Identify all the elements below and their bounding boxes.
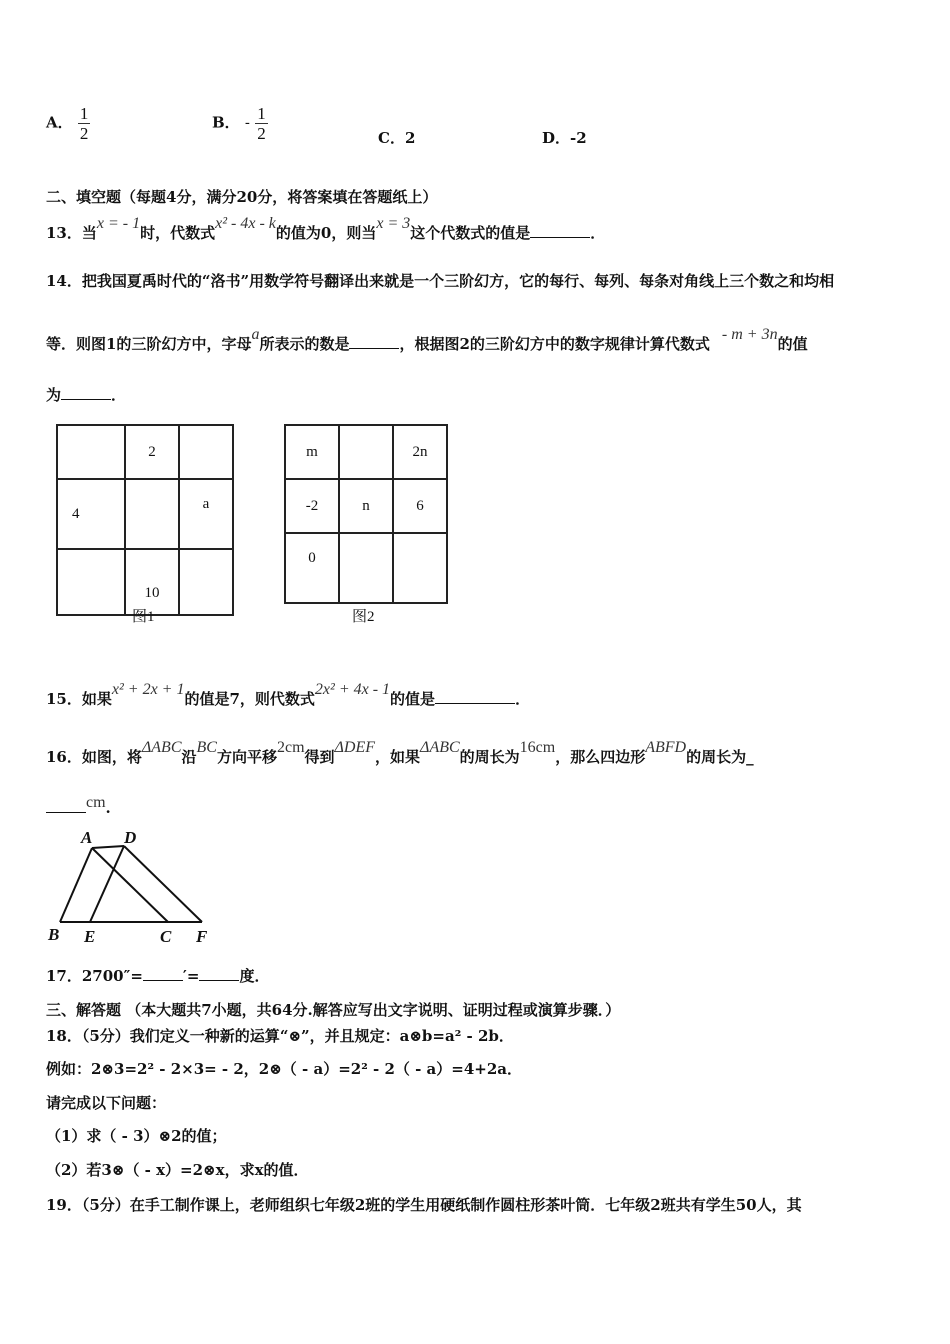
q16-quadrilateral: ABFD	[645, 739, 687, 756]
fraction-denominator: 2	[257, 124, 266, 143]
answer-blank[interactable]	[61, 385, 111, 400]
q16-text-6: ，那么四边形	[555, 748, 646, 766]
q15-expression-2: 2x² + 4x - 1	[314, 681, 391, 698]
question-13	[46, 215, 606, 243]
q14-variable-a: a	[251, 326, 260, 343]
question-15	[46, 681, 531, 709]
grid-cell	[339, 533, 393, 603]
grid-cell	[125, 479, 179, 549]
q16-text-2: 方向平移	[216, 748, 277, 766]
q15-text-2: 的值是	[390, 690, 436, 708]
magic-square-1	[56, 424, 234, 616]
q14-text-l3: 为	[46, 386, 62, 404]
option-a-fraction	[78, 104, 91, 143]
q15-prefix: 15．如果	[46, 690, 112, 708]
q14-text-c: ，根据图2的三阶幻方中的数字规律计算代数式	[399, 335, 710, 353]
grid-cell	[339, 425, 393, 479]
answer-blank[interactable]	[349, 334, 399, 349]
point-label-a: A	[81, 828, 93, 847]
q16-prefix: 16．如图，将	[46, 748, 142, 766]
grid-cell: -2	[285, 479, 339, 533]
fraction-numerator: 1	[79, 104, 89, 123]
option-b-label: B．	[212, 113, 240, 132]
point-label-b: B	[48, 925, 60, 944]
grid-cell: a	[179, 479, 233, 549]
figure-1-caption: 图1	[132, 609, 155, 625]
grid-cell: 2	[125, 425, 179, 479]
answer-blank[interactable]	[199, 966, 239, 981]
fraction-denominator: 2	[79, 124, 89, 143]
figure-2-caption: 图2	[352, 609, 375, 625]
section-3-heading: 三、解答题 （本大题共7小题，共64分.解答应写出文字说明、证明过程或演算步骤．）	[46, 1001, 621, 1019]
q13-condition-2: x = 3	[376, 215, 411, 232]
point-label-d: D	[124, 828, 137, 847]
segment-de	[90, 846, 124, 922]
q13-text-2: 的值为0，则当	[275, 224, 377, 242]
option-a	[46, 104, 90, 143]
segment-ab	[60, 848, 92, 922]
q14-text-d: 的值	[777, 335, 808, 353]
answer-blank[interactable]	[143, 966, 183, 981]
q17-part-2: ′=	[182, 967, 200, 985]
q16-text-7: 的周长为_	[686, 748, 754, 766]
q15-expression-1: x² + 2x + 1	[111, 681, 185, 698]
q16-text-4: ，如果	[375, 748, 421, 766]
q17-part-3: 度．	[239, 967, 270, 985]
q14-text-a: 等．则图1的三阶幻方中，字母	[46, 335, 252, 353]
q16-triangle-abc: ΔABC	[141, 739, 182, 756]
question-14-line-2	[46, 326, 808, 354]
q13-prefix: 13．当	[46, 224, 97, 242]
point-label-f: F	[196, 927, 208, 946]
option-b-sign: -	[244, 113, 250, 132]
q16-segment-bc: BC	[196, 739, 217, 756]
grid-cell: 0	[285, 533, 339, 603]
grid-cell: m	[285, 425, 339, 479]
magic-square-2	[284, 424, 448, 604]
option-a-label: A．	[46, 113, 73, 132]
question-18-part-1: （1）求（ - 3）⊗2的值；	[46, 1127, 227, 1145]
q17-part-1: 17．2700″=	[46, 967, 143, 985]
q16-triangle-def: ΔDEF	[334, 739, 376, 756]
q14-end: ．	[111, 386, 127, 404]
translation-figure	[44, 826, 224, 948]
grid-cell: 10	[125, 549, 179, 615]
point-label-e: E	[84, 927, 96, 946]
fraction-numerator: 1	[257, 104, 266, 123]
point-label-c: C	[160, 927, 172, 946]
grid-cell	[179, 549, 233, 615]
question-18-line-1: 18．（5分）我们定义一种新的运算“⊗”，并且规定：a⊗b=a² - 2b．	[46, 1027, 514, 1045]
q14-text-b: 所表示的数是	[259, 335, 350, 353]
answer-blank[interactable]	[46, 798, 86, 813]
answer-blank[interactable]	[435, 689, 515, 704]
q16-unit: cm	[86, 794, 106, 811]
q13-condition-1: x = - 1	[96, 215, 141, 232]
q16-distance: 2cm	[276, 739, 305, 756]
section-2-heading: 二、填空题（每题4分，满分20分，将答案填在答题纸上）	[46, 188, 438, 206]
q13-text-3: 这个代数式的值是	[410, 224, 531, 242]
grid-cell	[57, 549, 125, 615]
answer-blank[interactable]	[530, 223, 590, 238]
segment-ad	[92, 846, 124, 848]
question-16-line-2	[46, 794, 111, 818]
grid-cell: 6	[393, 479, 447, 533]
question-19-line-1: 19．（5分）在手工制作课上，老师组织七年级2班的学生用硬纸制作圆柱形茶叶筒．七年级2班共有学生50人，其	[46, 1196, 802, 1214]
question-18-part-2: （2）若3⊗（ - x）=2⊗x，求x的值．	[46, 1161, 309, 1179]
q14-expression: - m + 3n	[721, 326, 778, 343]
q16-perimeter: 16cm	[519, 739, 556, 756]
q13-text-1: 时，代数式	[140, 224, 216, 242]
q13-end: ．	[590, 224, 606, 242]
grid-cell: 4	[57, 479, 125, 549]
grid-cell: 2n	[393, 425, 447, 479]
q15-text-1: 的值是7，则代数式	[184, 690, 315, 708]
option-d: D．-2	[542, 129, 587, 147]
segment-df	[124, 846, 202, 922]
question-18-line-3: 请完成以下问题：	[46, 1094, 167, 1112]
option-b	[212, 104, 268, 143]
q16-end: .	[105, 799, 111, 817]
grid-cell	[57, 425, 125, 479]
q16-text-1: 沿	[181, 748, 197, 766]
q13-expression: x² - 4x - k	[215, 215, 276, 232]
grid-cell	[179, 425, 233, 479]
grid-cell	[393, 533, 447, 603]
option-c: C．2	[378, 129, 416, 147]
segment-ac	[92, 848, 168, 922]
question-16-line-1	[46, 739, 754, 767]
question-14-line-3	[46, 384, 126, 405]
q16-triangle-abc-2: ΔABC	[420, 739, 460, 756]
question-17	[46, 965, 269, 986]
q16-text-3: 得到	[304, 748, 335, 766]
option-b-fraction	[255, 104, 268, 143]
q15-end: ．	[515, 690, 531, 708]
question-18-line-2: 例如：2⊗3=2² - 2×3= - 2，2⊗（ - a）=2² - 2（ - a）=4+2a．	[46, 1060, 523, 1078]
question-14-line-1: 14．把我国夏禹时代的“洛书”用数学符号翻译出来就是一个三阶幻方，它的每行、每列、每条对角线上三个数之和均相	[46, 272, 835, 290]
q16-text-5: 的周长为	[459, 748, 520, 766]
grid-cell: n	[339, 479, 393, 533]
